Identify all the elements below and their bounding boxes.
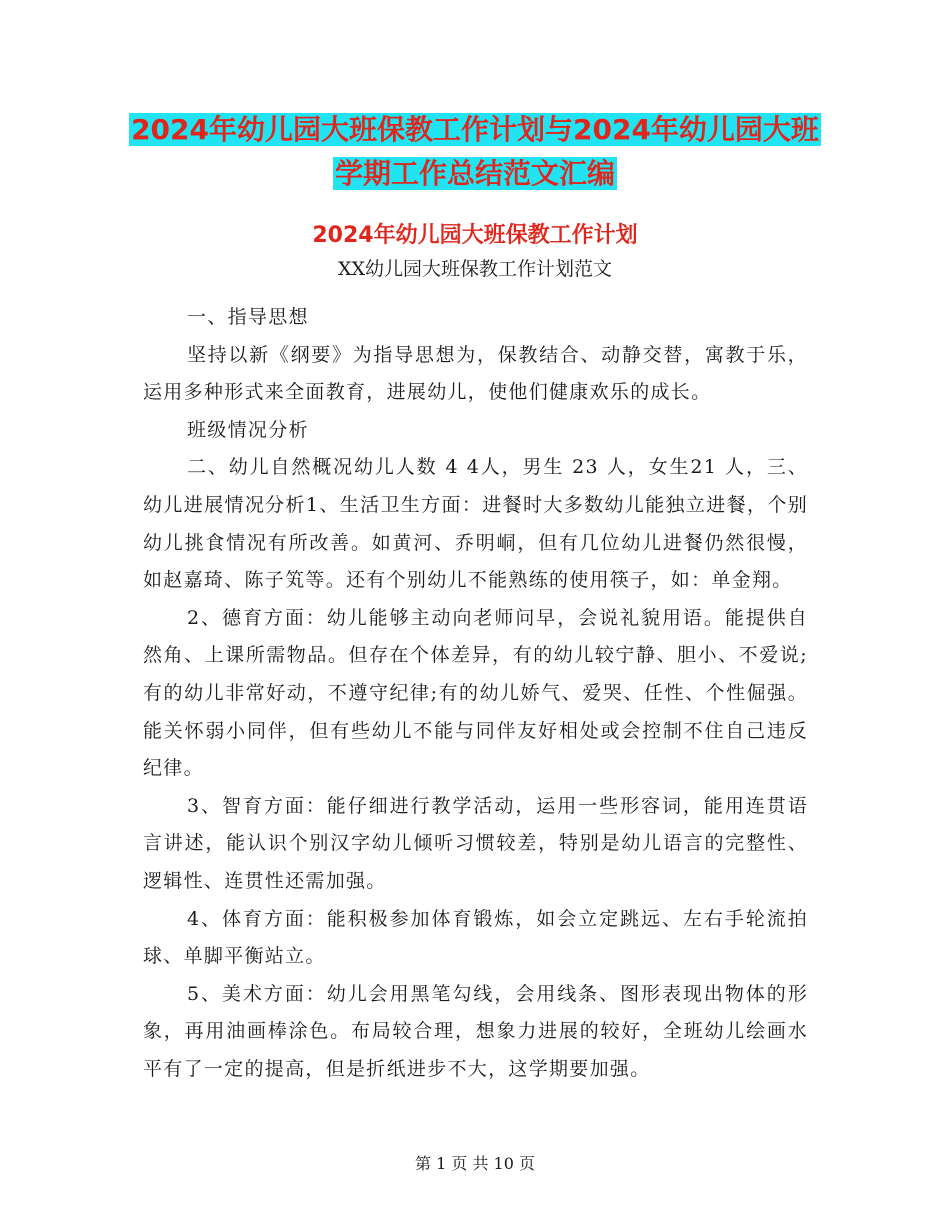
main-title-line-1-text: 2024年幼儿园大班保教工作计划与2024年幼儿园大班 — [131, 113, 819, 146]
paragraph-physical-education: 4、体育方面：能积极参加体育锻炼，如会立定跳远、左右手轮流拍球、单脚平衡站立。 — [143, 907, 808, 968]
paragraph-intellectual-education: 3、智育方面：能仔细进行教学活动，运用一些形容词，能用连贯语言讲述，能认识个别汉字幼儿倾听习惯较差，特别是幼儿语言的完整性、逻辑性、连贯性还需加强。 — [143, 794, 808, 892]
paragraph-class-analysis-heading: 班级情况分析 — [187, 418, 309, 441]
section-title: 2024年幼儿园大班保教工作计划 — [312, 223, 638, 248]
paragraph-moral-education: 2、德育方面：幼儿能够主动向老师问早，会说礼貌用语。能提供自然角、上课所需物品。但存在个体差异，有的幼儿较宁静、胆小、不爱说;有的幼儿非常好动，不遵守纪律;有的幼儿娇气、爱哭、任性、个性倔强。能关怀弱小同伴，但有些幼儿不能与同伴友好相处或会控制不住自己违反纪律。 — [143, 606, 808, 780]
page-footer: 第 1 页 共 10 页 — [415, 1154, 535, 1173]
document-subtitle: XX幼儿园大班保教工作计划范文 — [337, 258, 613, 280]
paragraph-guiding-ideology: 坚持以新《纲要》为指导思想为，保教结合、动静交替，寓教于乐，运用多种形式来全面教育，进展幼儿，使他们健康欢乐的成长。 — [143, 343, 808, 404]
main-title-line-2-text: 学期工作总结范文汇编 — [334, 157, 615, 190]
paragraph-child-overview: 二、幼儿自然概况幼儿人数 4 4人，男生 23 人，女生21 人，三、幼儿进展情况分析1、生活卫生方面：进餐时大多数幼儿能独立进餐，个别幼儿挑食情况有所改善。如黄河、乔明峒，但有几位幼儿进餐仍然很慢，如赵嘉琦、陈子笂等。还有个别幼儿不能熟练的使用筷子，如：单金翔。 — [143, 456, 808, 592]
main-title-line-2 — [0, 154, 950, 194]
body-text — [143, 299, 808, 1088]
paragraph-art-education: 5、美术方面：幼儿会用黑笔勾线，会用线条、图形表现出物体的形象，再用油画棒涂色。布局较合理，想象力进展的较好，全班幼儿绘画水平有了一定的提高，但是折纸进步不大，这学期要加强。 — [143, 982, 808, 1080]
main-title-line-1 — [0, 110, 950, 150]
paragraph-guiding-ideology-heading: 一、指导思想 — [187, 306, 309, 328]
